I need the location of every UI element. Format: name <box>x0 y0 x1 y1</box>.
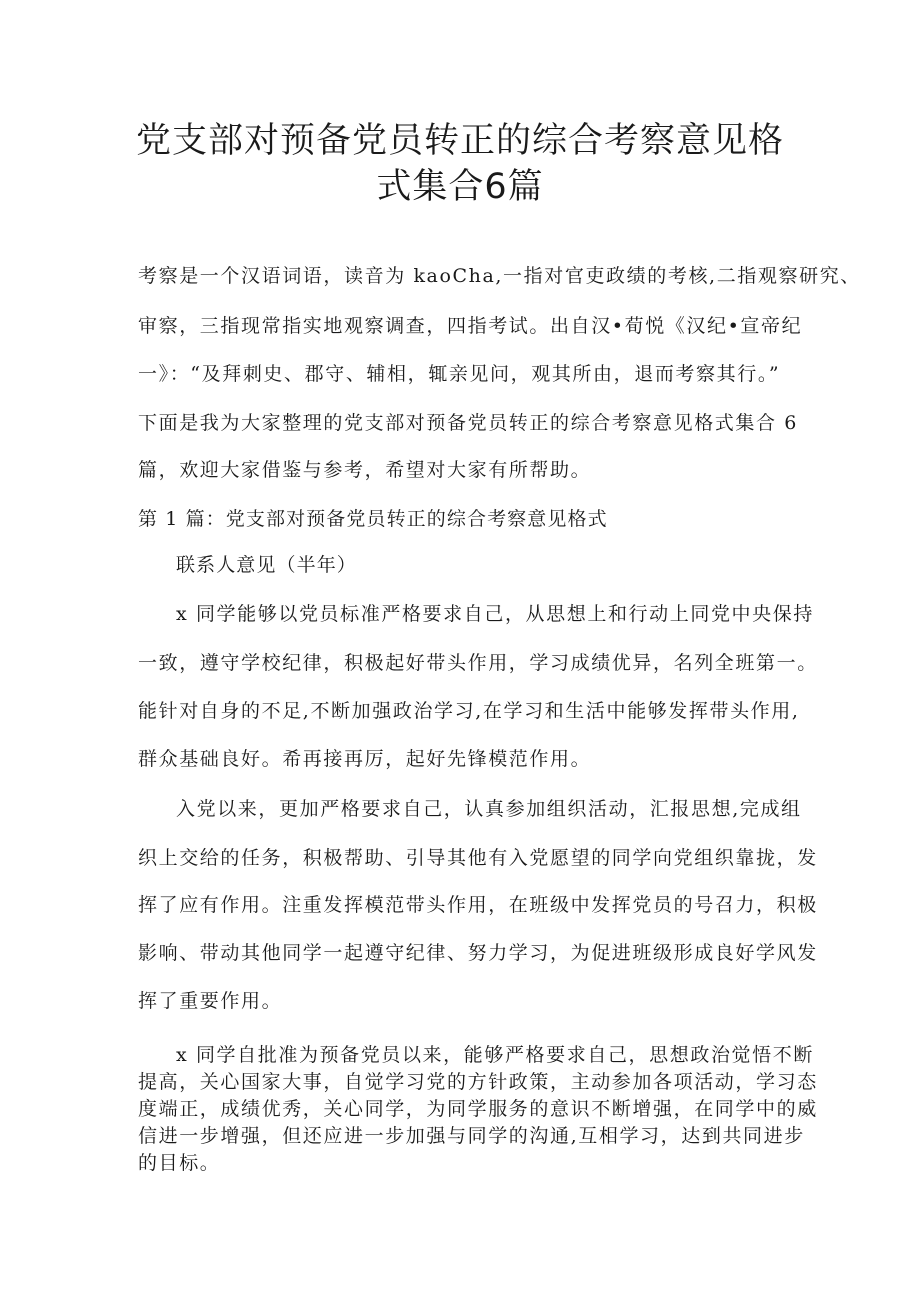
para2-line: 挥了应有作用。注重发挥模范带头作用，在班级中发挥党员的号召力，积极 <box>138 894 818 916</box>
para1-line: x 同学能够以党员标准严格要求自己，从思想上和行动上同党中央保持 <box>176 603 814 625</box>
para2-line: 入党以来，更加严格要求自己，认真参加组织活动，汇报思想,完成组 <box>176 798 802 820</box>
intro-line: 考察是一个汉语词语，读音为 kaoCha,一指对官吏政绩的考核,二指观察研究、 <box>138 265 861 287</box>
intro-line: 一》：“及拜刺史、郡守、辅相，辄亲见问，观其所由，退而考察其行。” <box>138 363 781 385</box>
para3-line: 度端正，成绩优秀，关心同学，为同学服务的意识不断增强，在同学中的威 <box>138 1098 818 1120</box>
para3-line: 的目标。 <box>138 1152 221 1174</box>
para3-line: 信进一步增强，但还应进一步加强与同学的沟通,互相学习，达到共同进步 <box>138 1125 805 1147</box>
intro-line: 下面是我为大家整理的党支部对预备党员转正的综合考察意见格式集合 6 <box>138 412 798 434</box>
para2-line: 挥了重要作用。 <box>138 990 283 1012</box>
para2-line: 织上交给的任务，积极帮助、引导其他有入党愿望的同学向党组织靠拢，发 <box>138 847 818 869</box>
title-line-2: 式集合6篇 <box>376 167 544 207</box>
para1-line: 能针对自身的不足,不断加强政治学习,在学习和生活中能够发挥带头作用, <box>138 700 800 722</box>
para3-line: x 同学自批准为预备党员以来，能够严格要求自己，思想政治觉悟不断 <box>176 1044 814 1066</box>
intro-line: 篇，欢迎大家借鉴与参考，希望对大家有所帮助。 <box>138 459 592 481</box>
sub-heading: 联系人意见（半年） <box>176 554 357 576</box>
para2-line: 影响、带动其他同学一起遵守纪律、努力学习，为促进班级形成良好学风发 <box>138 942 818 964</box>
intro-line: 审察，三指现常指实地观察调查，四指考试。出自汉•荀悦《汉纪•宣帝纪 <box>138 315 803 337</box>
para1-line: 群众基础良好。希再接再厉，起好先锋模范作用。 <box>138 748 592 770</box>
para1-line: 一致，遵守学校纪律，积极起好带头作用，学习成绩优异，名列全班第一。 <box>138 652 818 674</box>
para3-line: 提高，关心国家大事，自觉学习党的方针政策，主动参加各项活动，学习态 <box>138 1071 818 1093</box>
section-heading: 第 1 篇：党支部对预备党员转正的综合考察意见格式 <box>138 508 608 530</box>
title-line-1: 党支部对预备党员转正的综合考察意见格 <box>135 121 784 161</box>
